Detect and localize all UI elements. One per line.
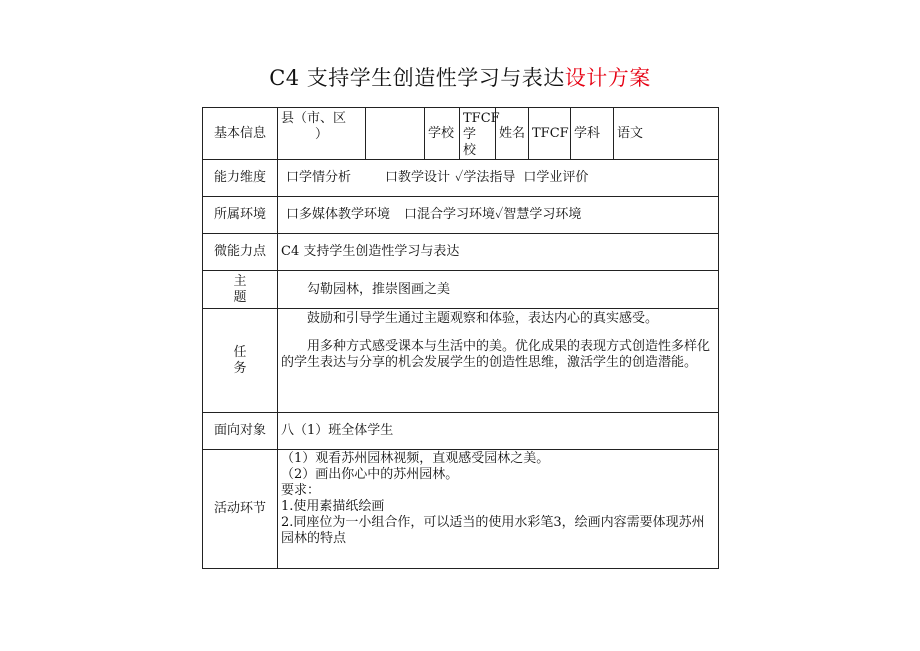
label-ability: 能力维度 <box>203 160 278 197</box>
row-theme <box>203 271 719 309</box>
school-value <box>460 108 500 160</box>
title-main: C4 支持学生创造性学习与表达 <box>269 66 565 90</box>
row-micro-ability <box>203 234 719 271</box>
label-task-line1: 任 <box>233 344 247 360</box>
name-label: 姓名 <box>496 108 529 160</box>
option-multimedia-env: 口多媒体教学环境 <box>286 207 391 222</box>
label-audience: 面向对象 <box>203 413 278 450</box>
row-ability <box>203 160 719 197</box>
row-environment <box>203 197 719 234</box>
county-value <box>366 108 425 160</box>
label-theme <box>203 271 278 309</box>
school-value-line1: TFCF 学 <box>463 111 500 142</box>
lesson-design-form <box>202 107 719 569</box>
activity-line: （2）画出你心中的苏州园林。 <box>281 467 459 482</box>
label-task <box>203 309 278 413</box>
subject-label: 学科 <box>571 108 614 160</box>
subject-value: 语文 <box>614 108 719 160</box>
row-basic-info <box>203 108 719 160</box>
title-highlight: 设计方案 <box>564 66 651 90</box>
label-basic-info: 基本信息 <box>203 108 278 160</box>
audience-value: 八（1）班全体学生 <box>278 413 719 450</box>
label-theme-line1: 主 <box>233 273 247 289</box>
ability-options <box>278 160 719 197</box>
row-task <box>203 309 719 413</box>
label-theme-line2: 题 <box>233 289 247 305</box>
option-teaching-design: 口教学设计 <box>385 170 451 185</box>
theme-value: 勾勒园林，推崇图画之美 <box>278 271 719 309</box>
school-value-line2: 校 <box>463 143 477 158</box>
row-activity <box>203 450 719 569</box>
option-learning-analysis: 口学情分析 <box>286 170 352 185</box>
school-label: 学校 <box>425 108 460 160</box>
task-content <box>278 309 719 413</box>
environment-options <box>278 197 719 234</box>
label-micro-ability: 微能力点 <box>203 234 278 271</box>
document-title <box>0 62 920 92</box>
activity-line: 2.同座位为一小组合作，可以适当的使用水彩笔3，绘画内容需要体现苏州园林的特点 <box>281 515 705 546</box>
row-audience <box>203 413 719 450</box>
micro-ability-value: C4 支持学生创造性学习与表达 <box>278 234 719 271</box>
county-label-line2: ） <box>314 127 328 142</box>
label-activity: 活动环节 <box>203 450 278 569</box>
activity-line: 要求： <box>281 483 321 498</box>
activity-content <box>278 450 719 569</box>
label-environment: 所属环境 <box>203 197 278 234</box>
option-hybrid-env: 口混合学习环境 <box>404 207 496 222</box>
option-study-guidance: ✓学法指导 <box>455 170 516 185</box>
option-smart-env: ✓智慧学习环境 <box>495 207 582 222</box>
activity-line: 1.使用素描纸绘画 <box>281 499 385 514</box>
county-label <box>278 108 366 160</box>
option-learning-evaluation: 口学业评价 <box>523 170 589 185</box>
label-task-line2: 务 <box>233 360 247 376</box>
county-label-line1: 县（市、区 <box>281 111 347 126</box>
activity-line: （1）观看苏州园林视频，直观感受园林之美。 <box>281 451 550 466</box>
task-paragraph-2: 用多种方式感受课本与生活中的美。优化成果的表现方式创造性多样化的学生表达与分享的机会发展学生的创造性思维，激活学生的创造潜能。 <box>281 339 711 370</box>
task-paragraph-1: 鼓励和引导学生通过主题观察和体验，表达内心的真实感受。 <box>307 311 659 326</box>
name-value: TFCF <box>529 108 571 160</box>
